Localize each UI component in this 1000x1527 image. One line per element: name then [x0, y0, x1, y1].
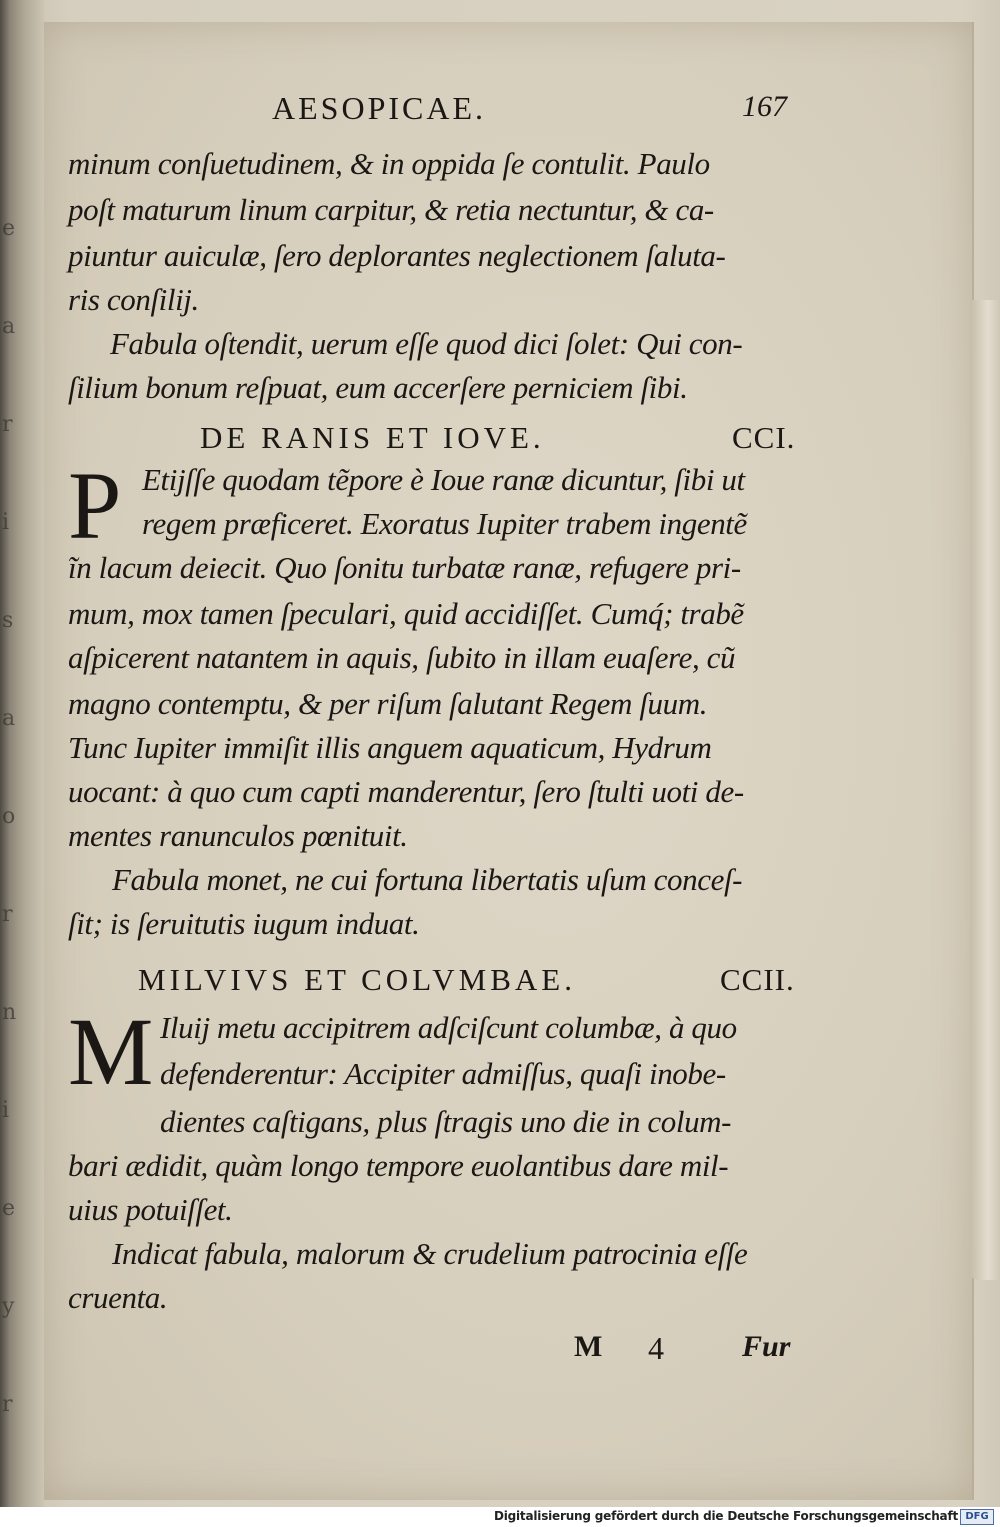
moral-line: Fabula oſtendit, uerum eſſe quod dici ſolet: Qui con-: [110, 326, 743, 361]
signature-mark: M: [574, 1330, 603, 1363]
drop-cap: P: [68, 452, 122, 559]
footer-credit: Digitalisierung gefördert durch die Deutsche Forschungsgemeinschaft: [493, 1509, 958, 1523]
gutter-letter: a: [2, 706, 16, 731]
text-line: Tunc Iupiter immiſit illis anguem aquaticum, Hydrum: [68, 730, 712, 765]
text-line: uocant: à quo cum capti manderentur, ſero ſtulti uoti de-: [68, 774, 744, 809]
drop-cap: M: [68, 998, 154, 1105]
gutter-letter: r: [2, 902, 13, 927]
gutter-letter: i: [2, 1098, 10, 1123]
gutter-letter: r: [2, 412, 13, 437]
gutter-letter: e: [2, 216, 16, 241]
moral-line: Indicat fabula, malorum & crudelium patrocinia eſſe: [112, 1236, 748, 1271]
gutter-letter: y: [2, 1294, 15, 1319]
text-line: uius potuiſſet.: [68, 1192, 233, 1227]
text-line: piuntur auiculæ, ſero deplorantes neglectionem ſaluta-: [68, 238, 726, 273]
moral-line: ſit; is ſeruitutis iugum induat.: [68, 906, 420, 941]
text-line: ĩn lacum deiecit. Quo ſonitu turbatæ ranæ, refugere pri-: [68, 550, 741, 585]
text-line: mum, mox tamen ſpeculari, quid accidiſſet. Cumq́; trabẽ: [68, 596, 744, 631]
running-title: AESOPICAE.: [272, 90, 487, 126]
gutter-letter: o: [2, 804, 16, 829]
gutter-letters: [2, 180, 20, 1454]
text-line: regem præficeret. Exoratus Iupiter trabem ingentẽ: [142, 506, 747, 541]
signature-number: 4: [648, 1330, 664, 1366]
text-line: bari ædidit, quàm longo tempore euolantibus dare mil-: [68, 1148, 729, 1183]
gutter-letter: s: [2, 608, 14, 633]
catchword: Fur: [742, 1330, 791, 1363]
previous-page-gutter: [0, 0, 44, 1527]
moral-line: Fabula monet, ne cui fortuna libertatis uſum conceſ-: [112, 862, 743, 897]
text-line: magno contemptu, & per riſum ſalutant Regem ſuum.: [68, 686, 708, 721]
page-edge: [970, 300, 1000, 1280]
gutter-letter: i: [2, 510, 10, 535]
fable-number: CCI.: [732, 420, 796, 455]
gutter-letter: a: [2, 314, 16, 339]
moral-line: cruenta.: [68, 1280, 168, 1315]
text-line: aſpicerent natantem in aquis, ſubito in illam euaſere, cũ: [68, 640, 736, 675]
text-line: dientes caſtigans, plus ſtragis uno die in colum-: [160, 1104, 732, 1139]
fable-title: DE RANIS ET IOVE.: [200, 420, 545, 455]
fable-number: CCII.: [720, 962, 795, 997]
text-line: defenderentur: Accipiter admiſſus, quaſi inobe-: [160, 1056, 726, 1091]
dfg-logo: DFG: [960, 1509, 994, 1525]
text-line: Iluij metu accipitrem adſciſcunt columbæ, à quo: [160, 1010, 737, 1045]
fable-title: MILVIVS ET COLVMBAE.: [138, 962, 576, 997]
text-line: minum conſuetudinem, & in oppida ſe contulit. Paulo: [68, 146, 710, 181]
moral-line: ſilium bonum reſpuat, eum accerſere perniciem ſibi.: [68, 370, 688, 405]
text-line: ris conſilij.: [68, 282, 199, 317]
gutter-letter: r: [2, 1392, 13, 1417]
text-line: Etijſſe quodam tẽpore è Ioue ranæ dicuntur, ſibi ut: [142, 462, 745, 497]
gutter-letter: e: [2, 1196, 16, 1221]
text-line: poſt maturum linum carpitur, & retia nectuntur, & ca-: [68, 192, 714, 227]
gutter-letter: n: [2, 1000, 17, 1025]
page-number: 167: [742, 90, 787, 123]
text-line: mentes ranunculos pœnituit.: [68, 818, 408, 853]
